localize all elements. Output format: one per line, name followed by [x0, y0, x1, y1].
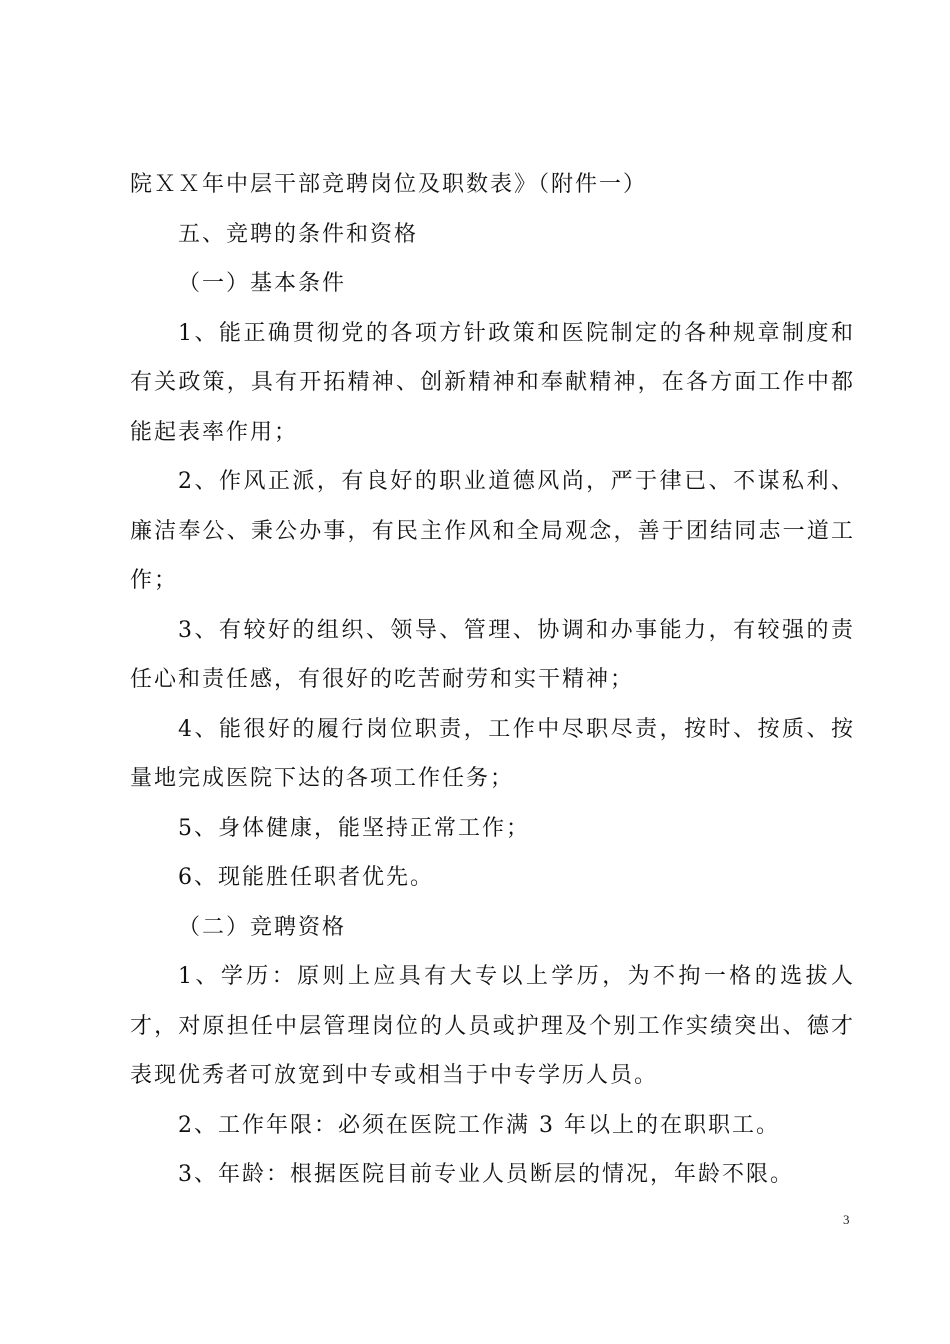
list-item-condition-6: 6、现能胜任职者优先。	[178, 865, 434, 890]
list-item-condition-5: 5、身体健康，能坚持正常工作；	[178, 815, 530, 841]
list-item-condition-1: 1、能正确贯彻党的各项方针政策和医院制定的各种规章制度和有关政策，具有开拓精神、创新精神和奉献精神，在各方面工作中都能起表率作用；	[130, 320, 855, 445]
section-heading-five: 五、竞聘的条件和资格	[178, 221, 419, 247]
list-item-qualification-3: 3、年龄：根据医院目前专业人员断层的情况，年龄不限。	[178, 1162, 794, 1187]
list-item-condition-3: 3、有较好的组织、领导、管理、协调和办事能力，有较强的责任心和责任感，有很好的吃苦耐劳和实干精神；	[130, 617, 855, 692]
subsection-heading-qualifications: （二）竞聘资格	[178, 914, 347, 940]
page-number: 3	[843, 1212, 850, 1227]
list-item-qualification-2: 2、工作年限：必须在医院工作满 3 年以上的在职职工。	[178, 1112, 780, 1138]
list-item-condition-4: 4、能很好的履行岗位职责，工作中尽职尽责，按时、按质、按量地完成医院下达的各项工作任务；	[130, 716, 855, 791]
subsection-heading-basic-conditions: （一）基本条件	[178, 271, 347, 296]
list-item-condition-2: 2、作风正派，有良好的职业道德风尚，严于律已、不谋私利、廉洁奉公、秉公办事，有民主作风和全局观念，善于团结同志一道工作；	[130, 469, 855, 593]
list-item-qualification-1: 1、学历：原则上应具有大专以上学历，为不拘一格的选拔人才，对原担任中层管理岗位的人员或护理及个别工作实绩突出、德才表现优秀者可放宽到中专或相当于中专学历人员。	[130, 964, 855, 1088]
paragraph-continuation: 院ＸＸ年中层干部竞聘岗位及职数表》（附件一）	[130, 172, 648, 197]
document-body	[130, 160, 855, 1200]
